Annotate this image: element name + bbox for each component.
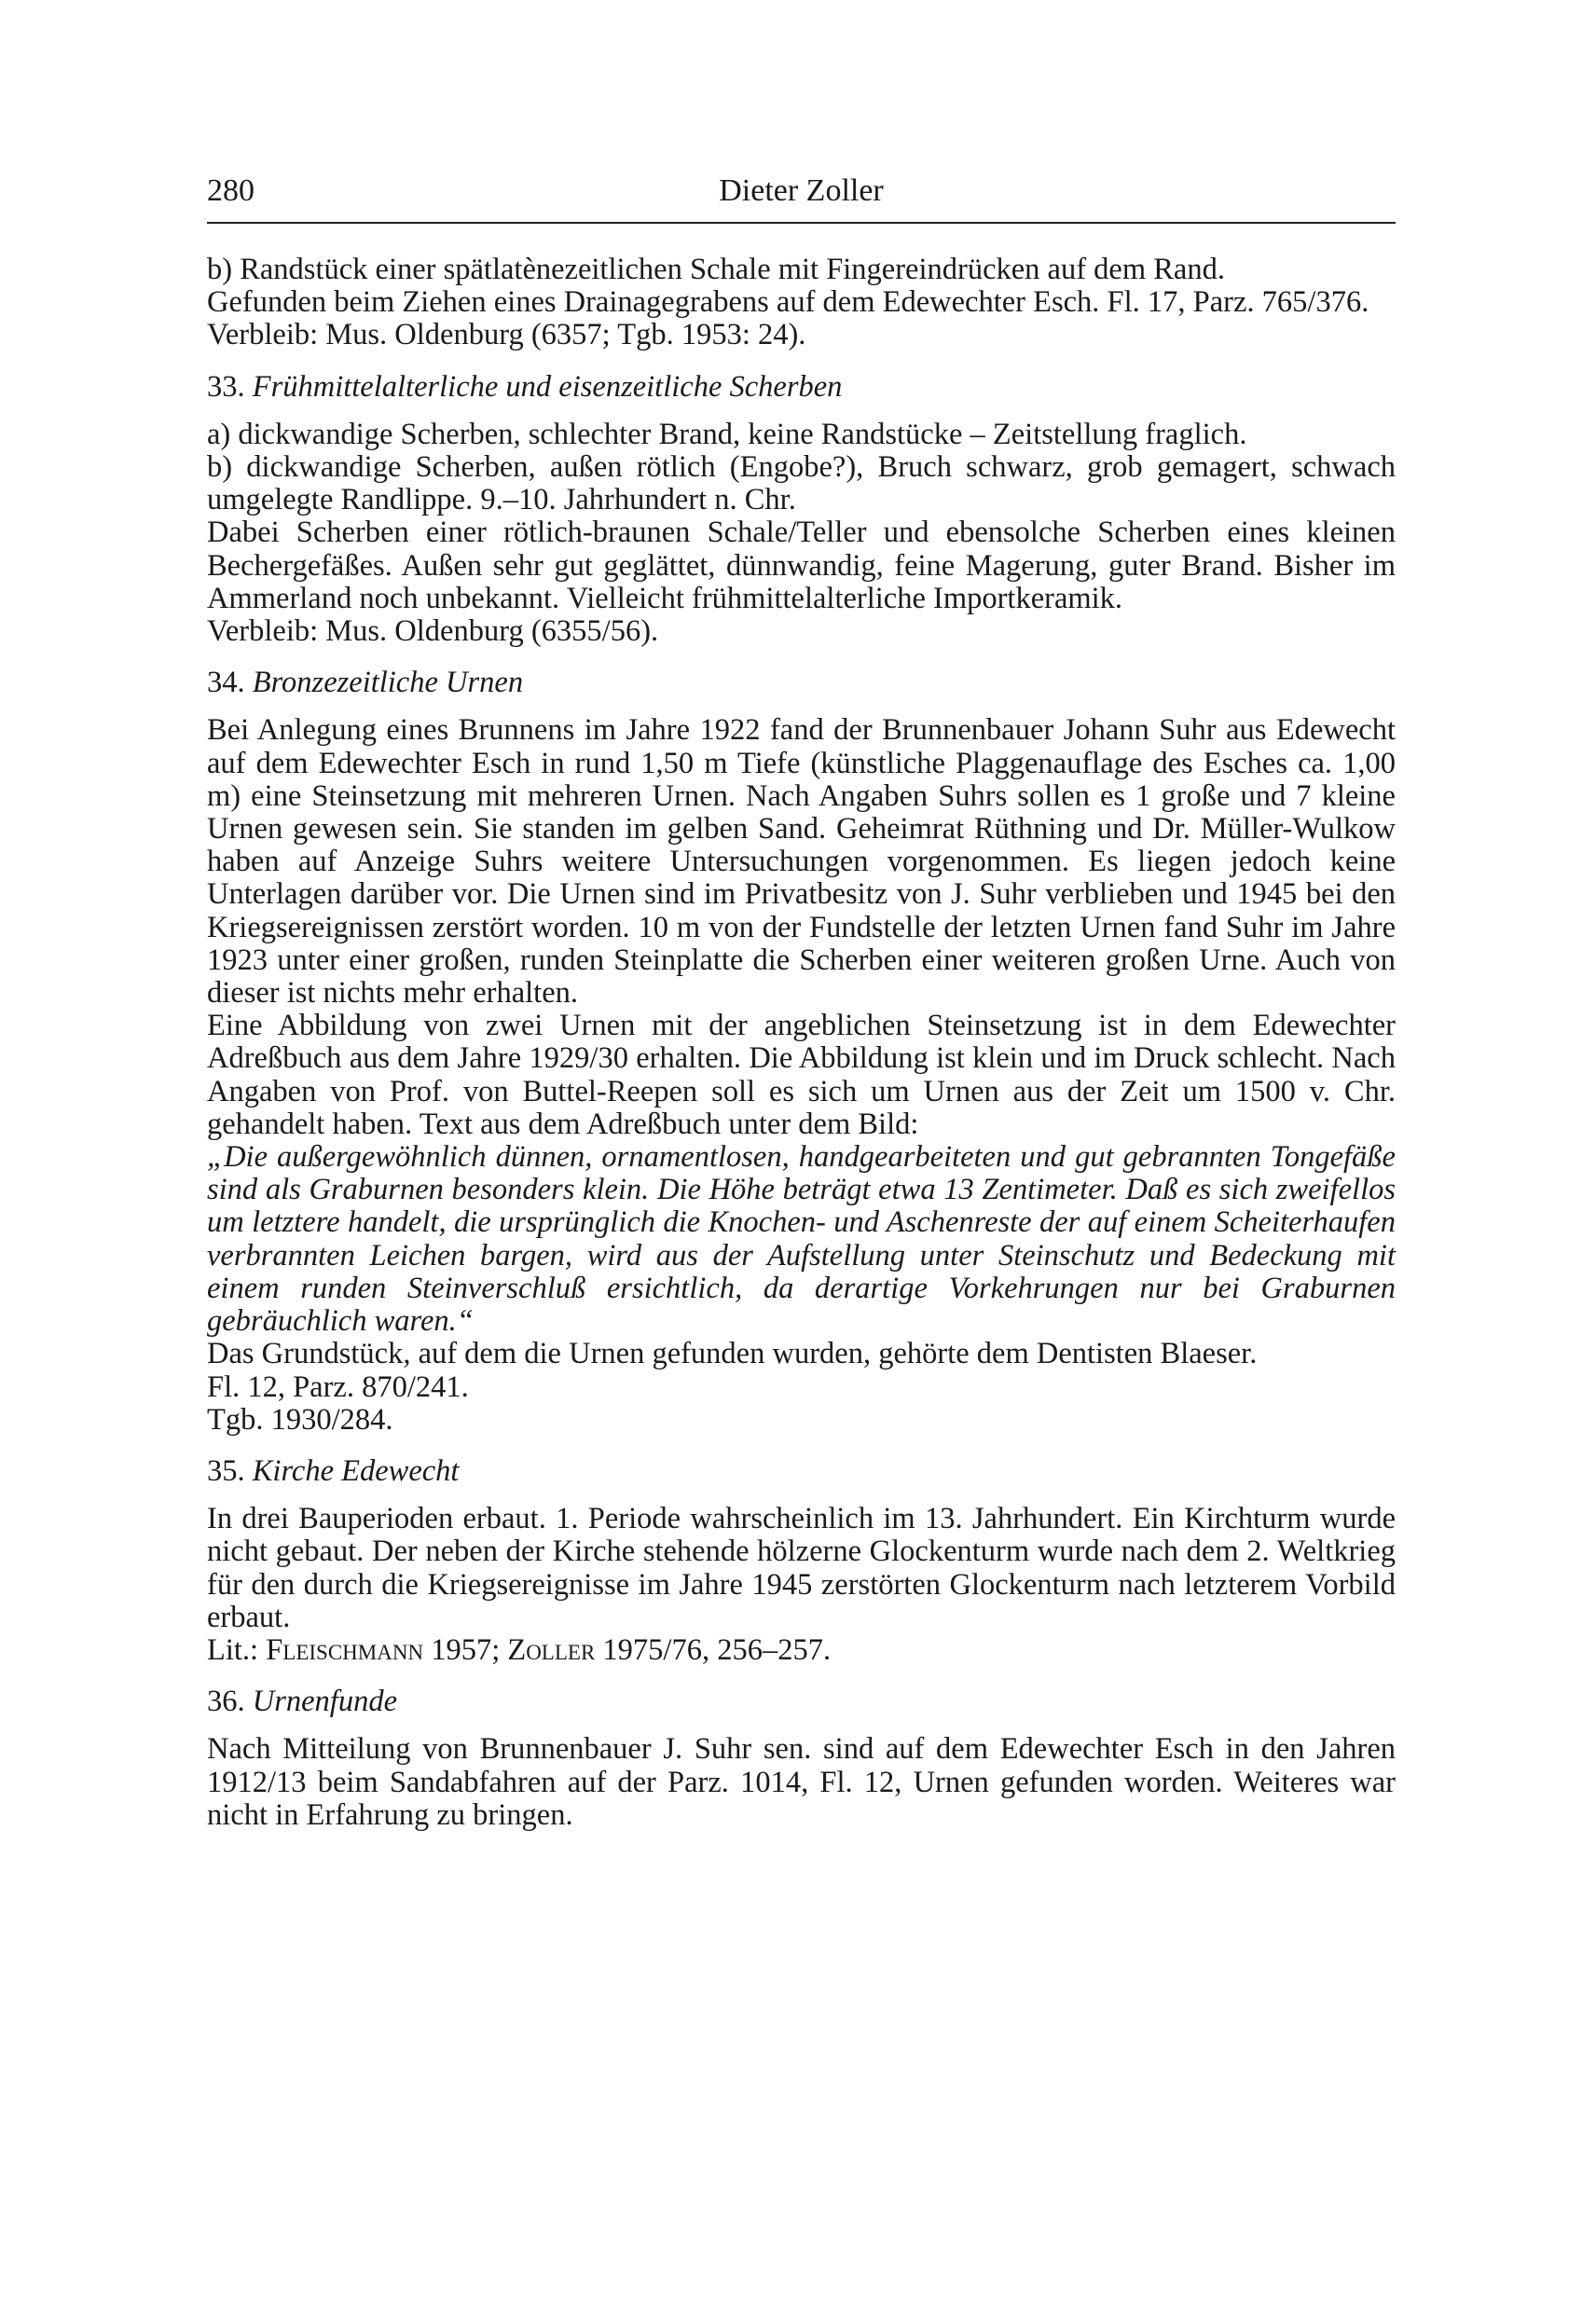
section-35-heading: [207, 1455, 1396, 1488]
page-number: 280: [207, 173, 255, 208]
section-34-quote: „Die außergewöhnlich dünnen, ornamentlosen, handgearbeiteten und gut gebrannten Tongefäße sind als Graburnen besonders klein. Die Höhe beträgt etwa 13 Zentimeter. Daß es sich zweifellos um letztere handelt, die ursprünglich die Knochen- und Aschenreste der auf einem Scheiterhaufen verbrannten Leichen bargen, wird aus der Aufstellung unter Steinschutz und Bedeckung mit einem runden Steinverschluß ersichtlich, da derartige Vorkehrungen nur bei Graburnen gebräuchlich waren.“: [207, 1140, 1396, 1339]
lit-mid: 1957;: [423, 1632, 508, 1667]
lit-author-fleischmann: Fleischmann: [266, 1632, 424, 1667]
section-33-item-a: a) dickwandige Scherben, schlechter Brand, keine Randstücke – Zeitstellung fraglich.: [207, 417, 1247, 451]
running-title: Dieter Zoller: [719, 173, 884, 208]
item-b-verbleib: Verbleib: Mus. Oldenburg (6357; Tgb. 1953: 24).: [207, 318, 806, 352]
section-34-heading: [207, 667, 1396, 699]
item-b-description: b) Randstück einer spätlatènezeitlichen Schale mit Fingereindrücken auf dem Rand.: [207, 253, 1225, 286]
section-34-number: 34.: [207, 666, 245, 700]
item-b-find-context: Gefunden beim Ziehen eines Drainagegrabens auf dem Edewechter Esch. Fl. 17, Parz. 765/376.: [207, 285, 1369, 320]
section-33-number: 33.: [207, 369, 245, 404]
section-33-title: Frühmittelalterliche und eisenzeitliche Scherben: [252, 369, 843, 404]
section-34-paragraph-3: Das Grundstück, auf dem die Urnen gefunden wurden, gehörte dem Dentisten Blaeser.: [207, 1337, 1258, 1371]
section-34-title: Bronzezeitliche Urnen: [252, 666, 524, 700]
lit-suffix: 1975/76, 256–257.: [595, 1632, 832, 1667]
section-35-number: 35.: [207, 1453, 245, 1488]
section-34-parcel: Fl. 12, Parz. 870/241.: [207, 1369, 469, 1404]
section-36-title: Urnenfunde: [252, 1685, 397, 1719]
section-35-literature: [207, 1634, 1396, 1667]
section-33-item-b: b) dickwandige Scherben, außen rötlich (Engobe?), Bruch schwarz, grob gemagert, schwach umgelegte Randlippe. 9.–10. Jahrhundert n. Chr.: [207, 450, 1396, 517]
section-33-heading: [207, 371, 1396, 404]
section-34-tgb: Tgb. 1930/284.: [207, 1402, 393, 1437]
section-36-paragraph-1: Nach Mitteilung von Brunnenbauer J. Suhr sen. sind auf dem Edewechter Esch in den Jahren 1912/13 beim Sandabfahren auf der Parz. 1014, Fl. 12, Urnen gefunden worden. Weiteres war nicht in Erfahrung zu bringen.: [207, 1732, 1396, 1832]
section-34-paragraph-1: Bei Anlegung eines Brunnens im Jahre 1922 fand der Brunnenbauer Johann Suhr aus Edewecht auf dem Edewechter Esch in rund 1,50 m Tiefe (künstliche Plaggenauflage des Esches ca. 1,00 m) eine Steinsetzung mit mehreren Urnen. Nach Angaben Suhrs sollen es 1 große und 7 kleine Urnen gewesen sein. Sie standen im gelben Sand. Geheimrat Rüthning und Dr. Müller-Wulkow haben auf Anzeige Suhrs weitere Untersuchungen vorgenommen. Es liegen jedoch keine Unterlagen darüber vor. Die Urnen sind im Privatbesitz von J. Suhr verblieben und 1945 bei den Kriegsereignissen zerstört worden. 10 m von der Fundstelle der letzten Urnen fand Suhr im Jahre 1923 unter einer großen, runden Steinplatte die Scherben einer weiteren großen Urne. Auch von dieser ist nichts mehr erhalten.: [207, 713, 1396, 1011]
section-36-number: 36.: [207, 1685, 245, 1719]
page-body: [207, 254, 1396, 1832]
section-34-paragraph-2: Eine Abbildung von zwei Urnen mit der angeblichen Steinsetzung ist in dem Edewechter Adreßbuch aus dem Jahre 1929/30 erhalten. Die Abbildung ist klein und im Druck schlecht. Nach Angaben von Prof. von Buttel-Reepen soll es sich um Urnen aus der Zeit um 1500 v. Chr. gehandelt haben. Text aus dem Adreßbuch unter dem Bild:: [207, 1009, 1396, 1141]
lit-prefix: Lit.:: [207, 1632, 267, 1667]
lit-author-zoller: Zoller: [507, 1632, 596, 1667]
page-header: [207, 166, 1396, 224]
section-33-dabei: Dabei Scherben einer rötlich-braunen Schale/Teller und ebensolche Scherben eines kleinen Bechergefäßes. Außen sehr gut geglättet, dünnwandig, feine Magerung, guter Brand. Bisher im Ammerland noch unbekannt. Vielleicht frühmittelalterliche Importkeramik.: [207, 516, 1396, 615]
section-36-heading: [207, 1686, 1396, 1718]
section-33-verbleib: Verbleib: Mus. Oldenburg (6355/56).: [207, 614, 659, 649]
section-35-paragraph-1: In drei Bauperioden erbaut. 1. Periode wahrscheinlich im 13. Jahrhundert. Ein Kirchturm wurde nicht gebaut. Der neben der Kirche stehende hölzerne Glockenturm wurde nach dem 2. Weltkrieg für den durch die Kriegsereignisse im Jahre 1945 zerstörten Glockenturm nach letzterem Vorbild erbaut.: [207, 1502, 1396, 1634]
section-35-title: Kirche Edewecht: [252, 1453, 460, 1488]
